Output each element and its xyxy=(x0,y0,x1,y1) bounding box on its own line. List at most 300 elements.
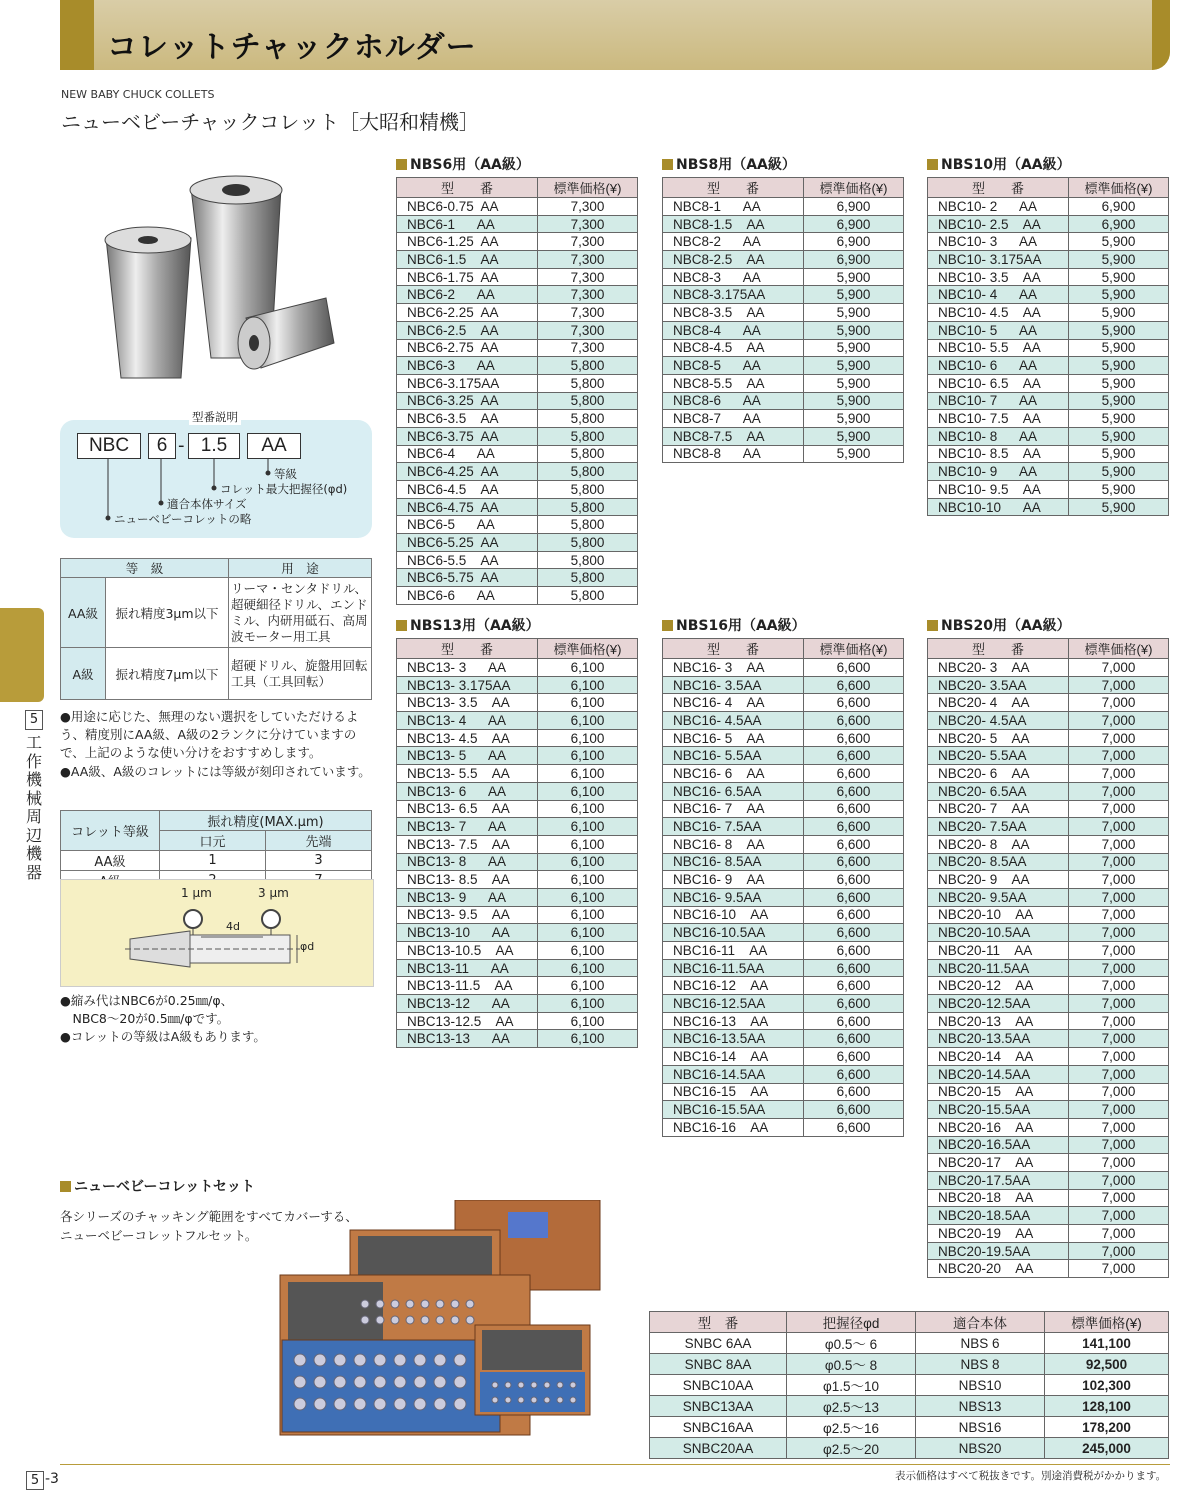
model-cell: NBC10- 2.5 AA xyxy=(928,215,1069,233)
model-cell: NBC10- 2 AA xyxy=(928,198,1069,216)
price-cell: 5,900 xyxy=(1069,304,1169,322)
label-3um: 3 μm xyxy=(258,886,289,900)
model-cell: NBC16- 9 AA xyxy=(663,871,804,889)
side-tab xyxy=(0,608,44,702)
model-cell: NBC8-8 AA xyxy=(663,445,804,463)
model-cell: NBC6-3.5 AA xyxy=(397,410,538,428)
model-cell: NBC13-10 AA xyxy=(397,924,538,942)
table-row xyxy=(397,747,638,765)
table-row xyxy=(928,924,1169,942)
model-cell: NBC20-16 AA xyxy=(928,1118,1069,1136)
table-row xyxy=(928,215,1169,233)
price-cell: 7,000 xyxy=(1069,659,1169,677)
table-row xyxy=(397,198,638,216)
side-chapter-number: 5 xyxy=(25,710,43,730)
th-price: 標準価格(¥) xyxy=(804,639,904,659)
price-cell: 7,000 xyxy=(1069,1118,1169,1136)
table-row xyxy=(663,268,904,286)
table-row xyxy=(928,268,1169,286)
price-cell: 5,800 xyxy=(538,357,638,375)
price-cell: 7,000 xyxy=(1069,1048,1169,1066)
model-cell: NBC20-16.5AA xyxy=(928,1136,1069,1154)
model-cell: NBC20- 7.5AA xyxy=(928,818,1069,836)
model-cell: NBC10- 9 AA xyxy=(928,463,1069,481)
model-cell: NBC20- 9.5AA xyxy=(928,888,1069,906)
table-row xyxy=(928,1171,1169,1189)
model-cell: NBC6-2 AA xyxy=(397,286,538,304)
model-cell: NBC8-5 AA xyxy=(663,357,804,375)
table-row xyxy=(928,392,1169,410)
price-cell: 7,000 xyxy=(1069,853,1169,871)
title-nbs10: NBS10用（AA級） xyxy=(927,154,1071,174)
table-row xyxy=(397,445,638,463)
price-cell: 7,300 xyxy=(538,233,638,251)
table-row xyxy=(928,712,1169,730)
table-row xyxy=(928,659,1169,677)
model-cell: NBC13- 8.5 AA xyxy=(397,871,538,889)
model-cell: NBC20- 4.5AA xyxy=(928,712,1069,730)
model-cell: NBC13-12.5 AA xyxy=(397,1012,538,1030)
price-cell: 7,300 xyxy=(538,198,638,216)
model-cell: NBC20-14.5AA xyxy=(928,1065,1069,1083)
price-cell: 6,600 xyxy=(804,694,904,712)
model-cell: NBC20-11 AA xyxy=(928,942,1069,960)
table-row xyxy=(397,1012,638,1030)
table-row xyxy=(663,659,904,677)
table-row xyxy=(397,765,638,783)
price-cell: 7,000 xyxy=(1069,959,1169,977)
price-cell: 7,000 xyxy=(1069,1065,1169,1083)
table-row xyxy=(928,339,1169,357)
table-row xyxy=(663,1101,904,1119)
model-cell: NBC20-10 AA xyxy=(928,906,1069,924)
price-cell: 6,600 xyxy=(804,712,904,730)
price-cell: 6,600 xyxy=(804,747,904,765)
model-cell: NBC10- 5 AA xyxy=(928,321,1069,339)
table-row xyxy=(663,427,904,445)
subtitle-jp: ニューベビーチャックコレット［大昭和精機］ xyxy=(61,110,479,134)
th-price: 標準価格(¥) xyxy=(538,178,638,198)
model-cell: NBC16- 7 AA xyxy=(663,800,804,818)
model-cell: NBC13-12 AA xyxy=(397,995,538,1013)
model-cell: NBC8-3.175AA xyxy=(663,286,804,304)
price-cell: 7,000 xyxy=(1069,888,1169,906)
model-cell: NBC10- 8 AA xyxy=(928,427,1069,445)
model-cell: NBC8-3.5 AA xyxy=(663,304,804,322)
footer-rule xyxy=(60,1464,1170,1465)
price-cell: 6,100 xyxy=(538,959,638,977)
footer-tax-note: 表示価格はすべて税抜きです。別途消費税がかかります。 xyxy=(895,1470,1167,1482)
model-cell: NBC6-6 AA xyxy=(397,587,538,605)
price-cell: 5,900 xyxy=(804,392,904,410)
table-row xyxy=(397,215,638,233)
table-row xyxy=(663,835,904,853)
model-cell: NBC10- 8.5 AA xyxy=(928,445,1069,463)
table-row xyxy=(397,782,638,800)
price-cell: 5,900 xyxy=(804,374,904,392)
price-cell: 5,900 xyxy=(1069,374,1169,392)
price-cell: 6,100 xyxy=(538,818,638,836)
model-cell: NBC10- 6 AA xyxy=(928,357,1069,375)
model-cell: NBC8-5.5 AA xyxy=(663,374,804,392)
table-row xyxy=(397,233,638,251)
title-nbs8: NBS8用（AA級） xyxy=(662,154,796,174)
table-row xyxy=(928,995,1169,1013)
table-row xyxy=(663,853,904,871)
price-cell: 5,800 xyxy=(538,551,638,569)
price-cell: 5,900 xyxy=(1069,481,1169,499)
price-cell: 7,300 xyxy=(538,304,638,322)
price-cell: 5,900 xyxy=(1069,321,1169,339)
table-row xyxy=(663,339,904,357)
price-cell: 6,900 xyxy=(1069,198,1169,216)
price-cell: 6,600 xyxy=(804,959,904,977)
price-cell: 6,600 xyxy=(804,800,904,818)
price-cell: 6,600 xyxy=(804,659,904,677)
price-cell: 6,600 xyxy=(804,1118,904,1136)
table-row xyxy=(397,977,638,995)
price-cell: 6,100 xyxy=(538,1030,638,1048)
th-model: 型 番 xyxy=(397,178,538,198)
price-cell: 6,900 xyxy=(804,233,904,251)
table-row xyxy=(663,959,904,977)
price-cell: 6,900 xyxy=(804,251,904,269)
price-cell: 6,100 xyxy=(538,888,638,906)
table-row xyxy=(663,694,904,712)
model-cell: NBC16- 7.5AA xyxy=(663,818,804,836)
table-row xyxy=(397,995,638,1013)
model-cell: NBC8-2.5 AA xyxy=(663,251,804,269)
model-cell: NBC16- 5 AA xyxy=(663,729,804,747)
table-row xyxy=(928,959,1169,977)
table-row xyxy=(663,782,904,800)
grade-usage-table xyxy=(60,558,372,700)
table-row xyxy=(928,835,1169,853)
model-cell: NBC6-1 AA xyxy=(397,215,538,233)
model-cell: NBC16-11 AA xyxy=(663,942,804,960)
table-row xyxy=(397,357,638,375)
price-cell: 7,300 xyxy=(538,286,638,304)
collet-set-photo xyxy=(270,1200,615,1440)
model-cell: NBC20-19.5AA xyxy=(928,1242,1069,1260)
model-cell: NBC20-18.5AA xyxy=(928,1207,1069,1225)
model-cell: NBC16- 9.5AA xyxy=(663,888,804,906)
model-cell: NBC13- 3.175AA xyxy=(397,676,538,694)
table-row xyxy=(928,871,1169,889)
model-cell: NBC13- 9 AA xyxy=(397,888,538,906)
table-row xyxy=(928,498,1169,516)
model-cell: NBC20- 8 AA xyxy=(928,835,1069,853)
model-cell: NBC16- 8 AA xyxy=(663,835,804,853)
price-cell: 5,800 xyxy=(538,463,638,481)
title-nbs6: NBS6用（AA級） xyxy=(396,154,530,174)
model-cell: NBC20- 5.5AA xyxy=(928,747,1069,765)
table-row xyxy=(663,321,904,339)
table-row xyxy=(397,516,638,534)
title-nbs16: NBS16用（AA級） xyxy=(662,615,806,635)
model-cell: NBC6-2.75 AA xyxy=(397,339,538,357)
table-row xyxy=(663,977,904,995)
table-row xyxy=(663,906,904,924)
explanation-title: 型番説明 xyxy=(189,409,241,425)
model-cell: NBC16-10.5AA xyxy=(663,924,804,942)
table-row xyxy=(928,1030,1169,1048)
model-cell: NBC10-10 AA xyxy=(928,498,1069,516)
model-cell: NBC16-16 AA xyxy=(663,1118,804,1136)
table-row xyxy=(928,410,1169,428)
table-row xyxy=(397,712,638,730)
model-cell: NBC6-4.5 AA xyxy=(397,481,538,499)
price-cell: 5,900 xyxy=(804,445,904,463)
th-model: 型 番 xyxy=(663,639,804,659)
title-nbs20: NBS20用（AA級） xyxy=(927,615,1071,635)
price-cell: 7,000 xyxy=(1069,1171,1169,1189)
price-cell: 6,600 xyxy=(804,1083,904,1101)
table-row xyxy=(663,871,904,889)
table-row xyxy=(397,321,638,339)
table-row xyxy=(928,481,1169,499)
price-cell: 5,900 xyxy=(804,321,904,339)
model-cell: NBC16- 4.5AA xyxy=(663,712,804,730)
table-row xyxy=(928,463,1169,481)
model-cell: NBC16-10 AA xyxy=(663,906,804,924)
price-cell: 5,800 xyxy=(538,516,638,534)
price-cell: 7,000 xyxy=(1069,676,1169,694)
label-max-diameter: コレット最大把握径(φd) xyxy=(220,482,348,496)
model-cell: NBC6-5.5 AA xyxy=(397,551,538,569)
code-series: NBC xyxy=(77,433,141,459)
grade-note-2: ●AA級、A級のコレットには等級が刻印されています。 xyxy=(60,764,371,779)
price-cell: 5,900 xyxy=(1069,463,1169,481)
model-cell: NBC13- 3.5 AA xyxy=(397,694,538,712)
price-cell: 7,000 xyxy=(1069,1083,1169,1101)
price-cell: 6,600 xyxy=(804,942,904,960)
header-tab-right xyxy=(1152,0,1170,70)
model-cell: NBC16-13.5AA xyxy=(663,1030,804,1048)
table-row xyxy=(663,1083,904,1101)
model-cell: NBC16-13 AA xyxy=(663,1012,804,1030)
price-cell: 5,900 xyxy=(1069,268,1169,286)
table-row xyxy=(663,888,904,906)
table-row xyxy=(928,942,1169,960)
table-row xyxy=(663,357,904,375)
price-cell: 7,000 xyxy=(1069,1242,1169,1260)
shrink-note-3: ●コレットの等級はA級もあります。 xyxy=(60,1029,266,1044)
table-row xyxy=(397,268,638,286)
model-cell: NBC6-2.5 AA xyxy=(397,321,538,339)
table-row xyxy=(928,888,1169,906)
accuracy-diagram xyxy=(60,879,372,985)
model-cell: NBC20-13 AA xyxy=(928,1012,1069,1030)
th-grade: 等 級 xyxy=(61,559,229,578)
table-row xyxy=(928,445,1169,463)
model-cell: NBC6-1.25 AA xyxy=(397,233,538,251)
model-cell: NBC16- 3 AA xyxy=(663,659,804,677)
table-row xyxy=(928,1260,1169,1278)
table-row xyxy=(397,835,638,853)
table-row xyxy=(397,410,638,428)
table-row xyxy=(928,853,1169,871)
table-row xyxy=(928,251,1169,269)
model-cell: NBC20-10.5AA xyxy=(928,924,1069,942)
model-cell: NBC20-18 AA xyxy=(928,1189,1069,1207)
price-cell: 5,900 xyxy=(804,339,904,357)
title-nbs13: NBS13用（AA級） xyxy=(396,615,540,635)
table-row xyxy=(928,1101,1169,1119)
price-cell: 7,300 xyxy=(538,268,638,286)
model-cell: NBC13-11.5 AA xyxy=(397,977,538,995)
table-row xyxy=(397,304,638,322)
price-cell: 5,900 xyxy=(1069,410,1169,428)
model-cell: NBC13- 8 AA xyxy=(397,853,538,871)
model-cell: NBC6-0.75 AA xyxy=(397,198,538,216)
model-cell: NBC13-10.5 AA xyxy=(397,942,538,960)
price-cell: 6,600 xyxy=(804,729,904,747)
price-cell: 6,600 xyxy=(804,977,904,995)
price-cell: 6,100 xyxy=(538,676,638,694)
table-row xyxy=(663,286,904,304)
table-row xyxy=(397,694,638,712)
price-cell: 6,100 xyxy=(538,942,638,960)
price-cell: 6,900 xyxy=(804,215,904,233)
table-row xyxy=(928,729,1169,747)
price-table-nbs20 xyxy=(927,638,1169,1278)
model-cell: NBC6-3.25 AA xyxy=(397,392,538,410)
th-usage: 用 途 xyxy=(229,559,372,578)
th-price: 標準価格(¥) xyxy=(538,639,638,659)
price-cell: 5,800 xyxy=(538,410,638,428)
code-size: 6 xyxy=(148,433,176,459)
price-cell: 7,000 xyxy=(1069,1136,1169,1154)
side-chapter-title: 工作機械周辺機器 xyxy=(25,733,42,882)
price-cell: 6,600 xyxy=(804,782,904,800)
model-cell: NBC10- 9.5 AA xyxy=(928,481,1069,499)
label-4d: 4d xyxy=(226,920,240,933)
price-cell: 6,600 xyxy=(804,835,904,853)
table-row xyxy=(663,729,904,747)
price-cell: 5,800 xyxy=(538,481,638,499)
model-cell: NBC10- 3 AA xyxy=(928,233,1069,251)
price-cell: 6,600 xyxy=(804,1101,904,1119)
price-cell: 7,300 xyxy=(538,321,638,339)
price-cell: 7,000 xyxy=(1069,1260,1169,1278)
price-cell: 5,900 xyxy=(1069,445,1169,463)
price-table-nbs13 xyxy=(396,638,638,1048)
price-cell: 7,000 xyxy=(1069,871,1169,889)
model-cell: NBC8-1.5 AA xyxy=(663,215,804,233)
subtitle-en: NEW BABY CHUCK COLLETS xyxy=(61,88,215,101)
price-cell: 6,600 xyxy=(804,676,904,694)
table-row xyxy=(397,286,638,304)
model-cell: NBC16- 8.5AA xyxy=(663,853,804,871)
model-cell: NBC20-15.5AA xyxy=(928,1101,1069,1119)
grade-note-1: ●用途に応じた、無理のない選択をしていただけるよう、精度別にAA級、A級の2ランクに分けていますので、上記のような使い分けをおすすめします。 xyxy=(60,709,359,760)
table-row xyxy=(928,676,1169,694)
table-row xyxy=(928,1136,1169,1154)
price-cell: 6,100 xyxy=(538,906,638,924)
set-desc-2: ニューベビーコレットフルセット。 xyxy=(60,1228,258,1243)
set-row: SNBC16AA φ2.5～16 NBS16 178,200 xyxy=(650,1417,1169,1438)
collet-set-table: 型 番 把握径φd 適合本体 標準価格(¥) SNBC 6AA φ0.5～ 6 NBS 6 141,100 SNBC 8AA φ0.5～ 8 NBS 8 92,500 SNBC10AA φ1.5～10 NBS10 102,300 SNBC13AA φ2.5～13 NBS13 128,100 SNBC16AA φ2.5～16 NBS16 178,200 SNBC20AA φ2.5～20 NBS20 245,000 xyxy=(649,1311,1169,1459)
table-row xyxy=(397,924,638,942)
grade-row: AA級 振れ精度3μm以下 リーマ・センタドリル、超硬細径ドリル、エンドミル、内研用砥石、高周波モーター用工具 xyxy=(61,578,372,648)
table-row xyxy=(663,747,904,765)
price-cell: 7,000 xyxy=(1069,942,1169,960)
price-cell: 7,000 xyxy=(1069,995,1169,1013)
th-model: 型 番 xyxy=(928,178,1069,198)
price-cell: 6,600 xyxy=(804,1048,904,1066)
table-row xyxy=(928,747,1169,765)
shrink-note-1: ●縮み代はNBC6が0.25㎜/φ、 xyxy=(60,993,234,1008)
model-cell: NBC13- 6.5 AA xyxy=(397,800,538,818)
price-table-nbs6 xyxy=(396,177,638,605)
table-row xyxy=(663,198,904,216)
table-row xyxy=(928,286,1169,304)
table-row xyxy=(663,215,904,233)
price-cell: 6,600 xyxy=(804,906,904,924)
price-cell: 5,900 xyxy=(804,410,904,428)
set-desc-1: 各シリーズのチャッキング範囲をすべてカバーする、 xyxy=(60,1209,358,1224)
model-cell: NBC20-20 AA xyxy=(928,1260,1069,1278)
model-cell: NBC10- 7.5 AA xyxy=(928,410,1069,428)
price-cell: 6,100 xyxy=(538,800,638,818)
model-cell: NBC6-1.75 AA xyxy=(397,268,538,286)
price-cell: 7,000 xyxy=(1069,924,1169,942)
table-row xyxy=(397,569,638,587)
table-row xyxy=(928,694,1169,712)
model-cell: NBC13- 4 AA xyxy=(397,712,538,730)
model-cell: NBC10- 3.175AA xyxy=(928,251,1069,269)
table-row xyxy=(397,659,638,677)
table-row xyxy=(928,304,1169,322)
footer-page-chapter: 5 xyxy=(26,1471,44,1490)
model-cell: NBC13- 3 AA xyxy=(397,659,538,677)
price-cell: 5,800 xyxy=(538,427,638,445)
table-row xyxy=(397,853,638,871)
model-cell: NBC8-3 AA xyxy=(663,268,804,286)
model-cell: NBC13- 6 AA xyxy=(397,782,538,800)
price-cell: 5,900 xyxy=(1069,233,1169,251)
price-table-nbs16 xyxy=(662,638,904,1137)
model-cell: NBC16-15 AA xyxy=(663,1083,804,1101)
table-row xyxy=(928,1242,1169,1260)
th-price: 標準価格(¥) xyxy=(1069,178,1169,198)
label-grade: 等級 xyxy=(274,467,297,481)
header-tab-left xyxy=(60,0,94,70)
model-cell: NBC6-5.75 AA xyxy=(397,569,538,587)
model-cell: NBC16-11.5AA xyxy=(663,959,804,977)
model-cell: NBC20-14 AA xyxy=(928,1048,1069,1066)
th-model: 型 番 xyxy=(397,639,538,659)
code-dash: - xyxy=(178,435,185,456)
price-cell: 7,000 xyxy=(1069,729,1169,747)
table-row xyxy=(397,871,638,889)
table-row xyxy=(397,818,638,836)
model-cell: NBC20- 4 AA xyxy=(928,694,1069,712)
model-cell: NBC16- 6.5AA xyxy=(663,782,804,800)
table-row xyxy=(928,321,1169,339)
model-cell: NBC13- 7 AA xyxy=(397,818,538,836)
model-cell: NBC20- 6.5AA xyxy=(928,782,1069,800)
price-cell: 7,300 xyxy=(538,339,638,357)
price-cell: 5,900 xyxy=(1069,286,1169,304)
model-cell: NBC13- 5 AA xyxy=(397,747,538,765)
model-cell: NBC6-1.5 AA xyxy=(397,251,538,269)
table-row xyxy=(397,392,638,410)
price-cell: 7,000 xyxy=(1069,977,1169,995)
model-cell: NBC16-14 AA xyxy=(663,1048,804,1066)
table-row xyxy=(928,906,1169,924)
